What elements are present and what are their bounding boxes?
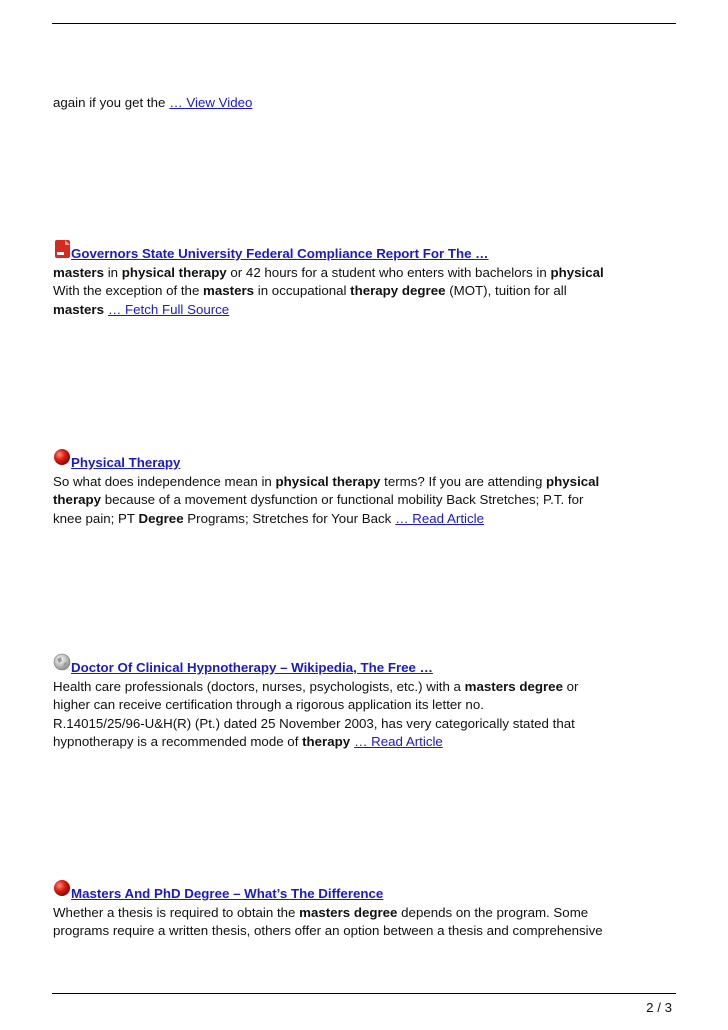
snippet-text: because of a movement dysfunction or functional mobility Back Stretches; P.T. for bbox=[101, 492, 584, 507]
pdf-icon bbox=[53, 239, 72, 259]
snippet-keyword: masters bbox=[53, 264, 105, 280]
result-1-title-link[interactable]: Governors State University Federal Compliance Report For The … bbox=[71, 246, 489, 261]
result-1 bbox=[53, 245, 678, 319]
result-3-title-row bbox=[53, 659, 678, 678]
snippet-text: or 42 hours for a student who enters with bachelors in bbox=[226, 264, 551, 280]
result-1-snippet-line bbox=[53, 264, 678, 283]
result-4-snippet-line bbox=[53, 904, 678, 923]
snippet-text: or bbox=[562, 678, 579, 694]
top-rule bbox=[52, 23, 676, 24]
result-3-snippet-line bbox=[53, 715, 678, 734]
bottom-rule bbox=[52, 993, 676, 994]
result-3-snippet-line bbox=[53, 696, 678, 715]
snippet-text: R.14015/25/96-U&H(R) (Pt.) dated 25 November 2003, has very categorically stated that bbox=[53, 715, 575, 731]
fetch-full-source-link[interactable]: … Fetch Full Source bbox=[108, 301, 230, 317]
intro-text: again if you get the bbox=[53, 95, 166, 110]
snippet-keyword: masters bbox=[203, 283, 255, 298]
result-3-title-link[interactable]: Doctor Of Clinical Hypnotherapy – Wikipedia, The Free … bbox=[71, 660, 433, 675]
snippet-keyword: masters degree bbox=[464, 678, 563, 694]
view-video-link[interactable]: … View Video bbox=[169, 95, 253, 110]
snippet-text: in bbox=[104, 264, 122, 280]
snippet-keyword: physical therapy bbox=[121, 264, 227, 280]
result-4-title-row bbox=[53, 885, 678, 904]
result-2-snippet-line bbox=[53, 511, 391, 526]
snippet-keyword: therapy bbox=[53, 492, 102, 507]
read-article-link-1[interactable]: … Read Article bbox=[395, 510, 484, 526]
snippet-keyword: physical bbox=[550, 264, 604, 280]
snippet-text: programs require a written thesis, others offer an option between a thesis and comprehensive bbox=[53, 923, 603, 938]
snippet-text: With the exception of the bbox=[53, 283, 204, 298]
wikipedia-globe-icon bbox=[53, 653, 72, 673]
result-3 bbox=[53, 659, 678, 752]
snippet-text: higher can receive certification through a rigorous application its letter no. bbox=[53, 697, 484, 712]
snippet-keyword: therapy bbox=[302, 734, 351, 749]
result-1-title-row bbox=[53, 245, 678, 264]
snippet-text: Whether a thesis is required to obtain the bbox=[53, 904, 300, 920]
result-2 bbox=[53, 454, 678, 528]
result-2-snippet-line bbox=[53, 491, 678, 510]
result-1-snippet-line bbox=[53, 302, 104, 317]
snippet-keyword: therapy degree bbox=[350, 283, 446, 298]
intro-paragraph bbox=[53, 94, 678, 113]
snippet-keyword: physical bbox=[546, 473, 600, 489]
snippet-text: terms? If you are attending bbox=[380, 473, 547, 489]
result-4-title-link[interactable]: Masters And PhD Degree – What’s The Difference bbox=[71, 886, 384, 901]
result-2-snippet-line bbox=[53, 473, 678, 492]
result-3-snippet-line bbox=[53, 678, 678, 697]
snippet-text: depends on the program. Some bbox=[397, 904, 589, 920]
snippet-text: So what does independence mean in bbox=[53, 473, 276, 489]
snippet-text: knee pain; PT bbox=[53, 510, 139, 526]
result-3-snippet-line bbox=[53, 734, 350, 749]
result-4-snippet-line bbox=[53, 922, 678, 941]
snippet-keyword: physical therapy bbox=[275, 473, 381, 489]
snippet-keyword: masters degree bbox=[299, 904, 398, 920]
snippet-text: Health care professionals (doctors, nurses, psychologists, etc.) with a bbox=[53, 678, 465, 694]
read-article-link-2[interactable]: … Read Article bbox=[354, 734, 443, 749]
snippet-keyword: Degree bbox=[138, 510, 184, 526]
snippet-text: hypnotherapy is a recommended mode of bbox=[53, 734, 303, 749]
result-4 bbox=[53, 885, 678, 941]
snippet-text: (MOT), tuition for all bbox=[445, 283, 567, 298]
result-1-snippet-line bbox=[53, 282, 678, 301]
snippet-text: Programs; Stretches for Your Back bbox=[183, 510, 392, 526]
result-2-title-link[interactable]: Physical Therapy bbox=[71, 455, 181, 470]
snippet-text: in occupational bbox=[254, 283, 351, 298]
page-number: 2 / 3 bbox=[646, 1000, 672, 1015]
red-ball-icon bbox=[53, 448, 72, 468]
snippet-keyword: masters bbox=[53, 301, 105, 317]
result-2-title-row bbox=[53, 454, 678, 473]
red-ball-icon bbox=[53, 879, 72, 899]
